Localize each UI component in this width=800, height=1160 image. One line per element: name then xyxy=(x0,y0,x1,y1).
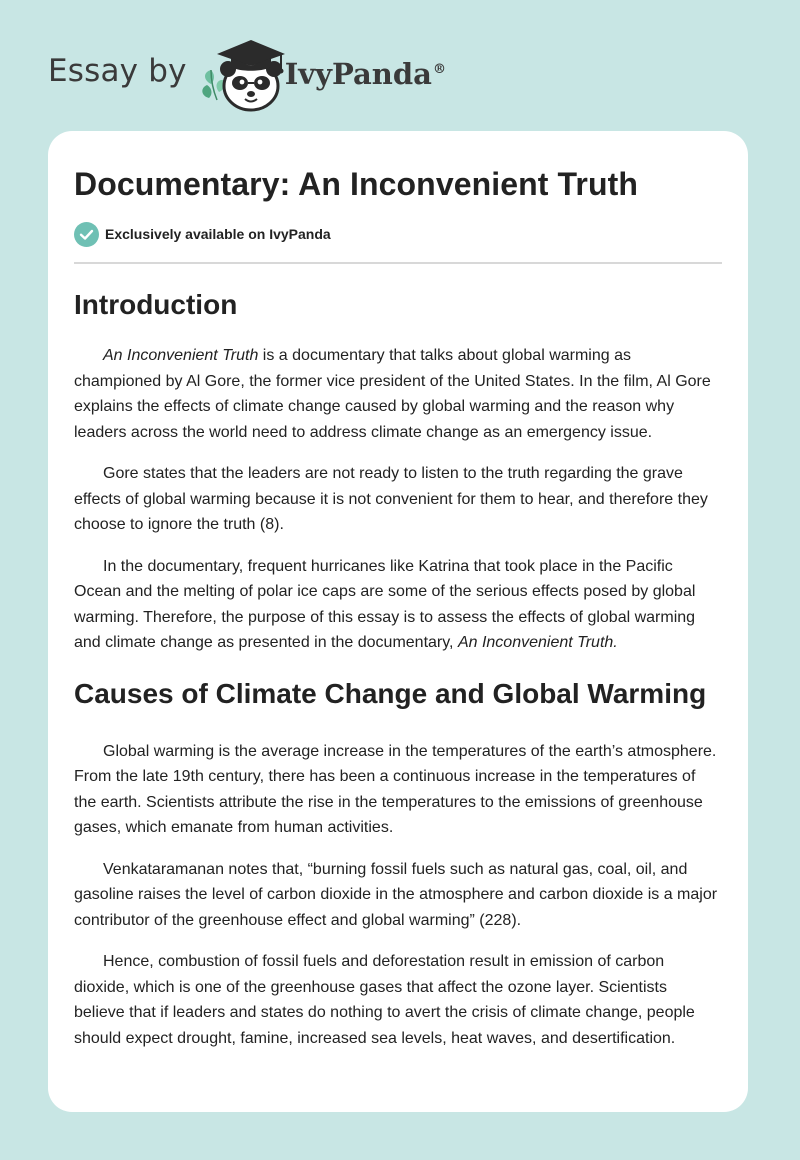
brand-prefix: Essay by xyxy=(48,53,187,89)
paragraph: Global warming is the average increase in the temperatures of the earth’s atmosphere. From the late 19th century, there has been a continuous increase in the temperatures of the earth. Scientists attribute the rise in the temperatures to the emissions of greenhouse gases, which emanate from human activities. xyxy=(74,742,717,836)
film-title: An Inconvenient Truth. xyxy=(457,634,618,651)
brand-name: IvyPanda® xyxy=(284,57,446,91)
registered-mark: ® xyxy=(432,62,446,78)
film-title: An Inconvenient Truth xyxy=(103,347,259,364)
paragraph: Hence, combustion of fossil fuels and deforestation result in emission of carbon dioxide, which is one of the greenhouse gases that affect the ozone layer. Scientists believe that if leaders and states do nothing to avert the crisis of climate change, people should expect drought, famine, increased sea levels, heat waves, and desertification. xyxy=(74,953,695,1047)
title-divider xyxy=(74,262,722,264)
check-circle-icon xyxy=(74,222,99,247)
paragraph: Gore states that the leaders are not ready to listen to the truth regarding the grave effects of global warming because it is not convenient for them to hear, and therefore they choose to ignore the truth (8). xyxy=(74,465,708,533)
panda-graduate-logo-icon xyxy=(197,34,289,114)
brand-header[interactable] xyxy=(48,34,446,114)
paragraph: An Inconvenient Truth is a documentary that talks about global warming as championed by Al Gore, the former vice president of the United States. In the film, Al Gore explains the effects of climate change caused by global warming and the reason why leaders across the world need to address climate change as an emergency issue. xyxy=(74,347,711,441)
paragraph: Venkataramanan notes that, “burning fossil fuels such as natural gas, coal, oil, and gasoline raises the level of carbon dioxide in the atmosphere and carbon dioxide is a major contributor of the greenhouse effect and global warming” (228). xyxy=(74,860,718,929)
page-title: Documentary: An Inconvenient Truth xyxy=(74,166,639,202)
section-heading-causes: Causes of Climate Change and Global Warming xyxy=(74,677,707,709)
exclusive-badge-text: Exclusively available on IvyPanda xyxy=(105,226,331,242)
section-heading-introduction: Introduction xyxy=(74,289,238,320)
paragraph: In the documentary, frequent hurricanes like Katrina that took place in the Pacific Ocean and the melting of polar ice caps are some of the serious effects posed by global warming. Therefore, the purpose of this essay is to assess the effects of global warming and climate change as presented in the documentary, An Inconvenient Truth. xyxy=(74,557,696,651)
exclusive-badge xyxy=(74,221,722,247)
essay-card xyxy=(48,131,748,1112)
